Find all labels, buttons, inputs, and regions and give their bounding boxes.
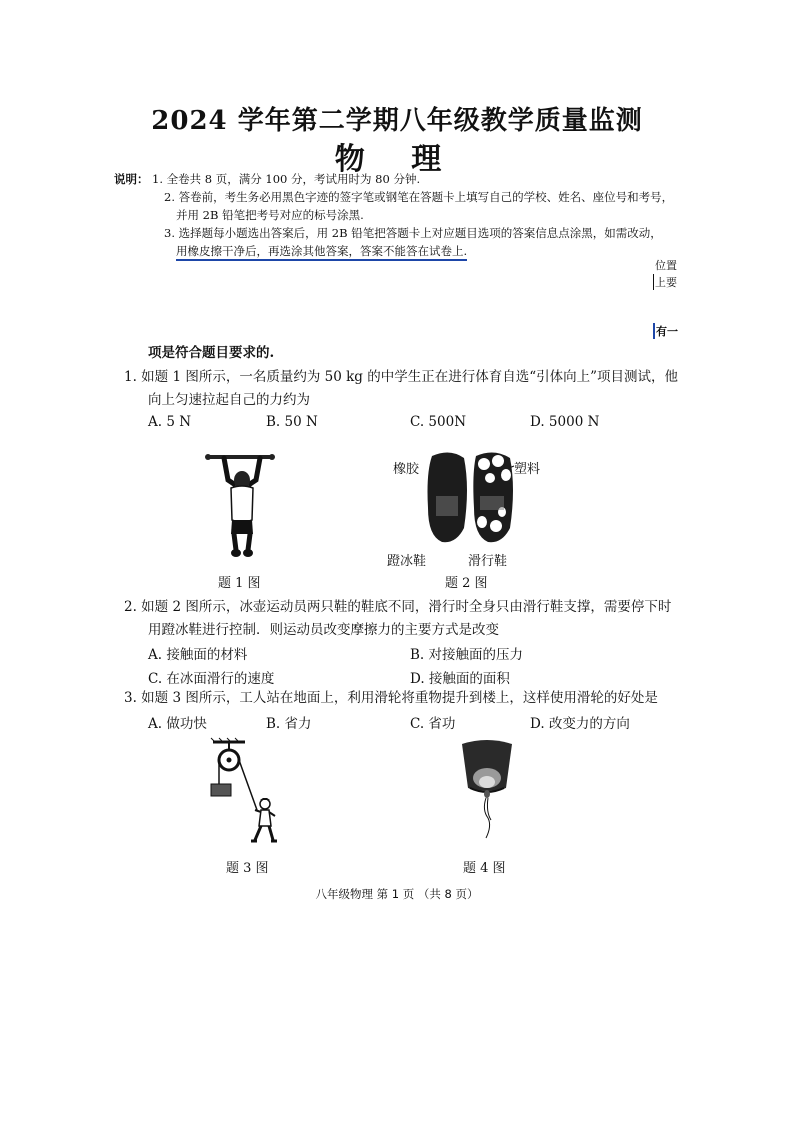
- instruction-2: 2. 答卷前，考生务必用黑色字迹的签字笔或钢笔在答题卡上填写自己的学校、姓名、座位号和考号，: [164, 190, 674, 204]
- instruction-2-cont: 并用 2B 铅笔把考号对应的标号涂黑.: [176, 208, 364, 222]
- q3-stem-line1: 3. 如题 3 图所示，工人站在地面上，利用滑轮将重物提升到楼上，这样使用滑轮的好处是: [124, 690, 658, 706]
- side-fragment-2: 上要: [655, 276, 677, 289]
- q1-stem-line2: 向上匀速拉起自己的力约为: [148, 392, 310, 408]
- q1-option-c[interactable]: C. 500N: [410, 414, 467, 430]
- q2-option-a[interactable]: A. 接触面的材料: [148, 647, 248, 663]
- q3-option-c[interactable]: C. 省功: [410, 716, 456, 732]
- q2-stem-line1: 2. 如题 2 图所示，冰壶运动员两只鞋的鞋底不同，滑行时全身只由滑行鞋支撑，需要停下时: [124, 599, 672, 615]
- fig2-label-rubber: 橡胶: [393, 462, 420, 477]
- q2-option-c[interactable]: C. 在冰面滑行的速度: [148, 671, 275, 687]
- q3-option-d[interactable]: D. 改变力的方向: [530, 716, 630, 732]
- q1-option-b[interactable]: B. 50 N: [266, 414, 318, 430]
- fig2-label-kick-shoe: 蹬冰鞋: [387, 554, 427, 569]
- pulley-figure: [205, 738, 285, 848]
- pullup-figure: [200, 450, 280, 565]
- fig4-caption: 题 4 图: [463, 861, 506, 876]
- page-footer: 八年级物理 第 1 页 （共 8 页）: [315, 887, 479, 901]
- fig2-caption: 题 2 图: [445, 576, 488, 591]
- section-intro: 项是符合题目要求的.: [148, 345, 275, 361]
- q3-option-a[interactable]: A. 做功快: [148, 716, 207, 732]
- fig1-caption: 题 1 图: [218, 576, 261, 591]
- fig3-caption: 题 3 图: [226, 861, 269, 876]
- sky-lantern-figure: [456, 738, 518, 850]
- side-fragment-3: 有一: [653, 323, 678, 339]
- q3-option-b[interactable]: B. 省力: [266, 716, 312, 732]
- q2-stem-line2: 用蹬冰鞋进行控制．则运动员改变摩擦力的主要方式是改变: [148, 622, 499, 638]
- side-fragment-1: 位置: [655, 259, 677, 272]
- fig2-label-plastic: 塑料: [514, 462, 541, 477]
- q1-option-a[interactable]: A. 5 N: [148, 414, 192, 430]
- q1-option-d[interactable]: D. 5000 N: [530, 414, 600, 430]
- instruction-3: 3. 选择题每小题选出答案后，用 2B 铅笔把答题卡上对应题目选项的答案信息点涂黑，如需改动，: [164, 226, 662, 240]
- subject-title: 物 理: [334, 142, 460, 177]
- instructions: [114, 170, 682, 261]
- q1-stem-line1: 1. 如题 1 图所示，一名质量约为 50 kg 的中学生正在进行体育自选“引体向上”项目测试，他: [124, 369, 679, 385]
- instruction-3-underlined: 用橡皮擦干净后，再选涂其他答案，答案不能答在试卷上.: [176, 243, 467, 261]
- instruction-3-cont: [152, 242, 682, 261]
- instructions-label: 说明：: [114, 172, 149, 186]
- exam-title: 2024 学年第二学期八年级教学质量监测: [151, 106, 643, 136]
- q2-option-d[interactable]: D. 接触面的面积: [410, 671, 510, 687]
- curling-shoes-figure: [420, 448, 520, 546]
- instruction-1: 1. 全卷共 8 页，满分 100 分，考试用时为 80 分钟.: [152, 172, 421, 186]
- q2-option-b[interactable]: B. 对接触面的压力: [410, 647, 524, 663]
- fig2-label-slide-shoe: 滑行鞋: [468, 554, 508, 569]
